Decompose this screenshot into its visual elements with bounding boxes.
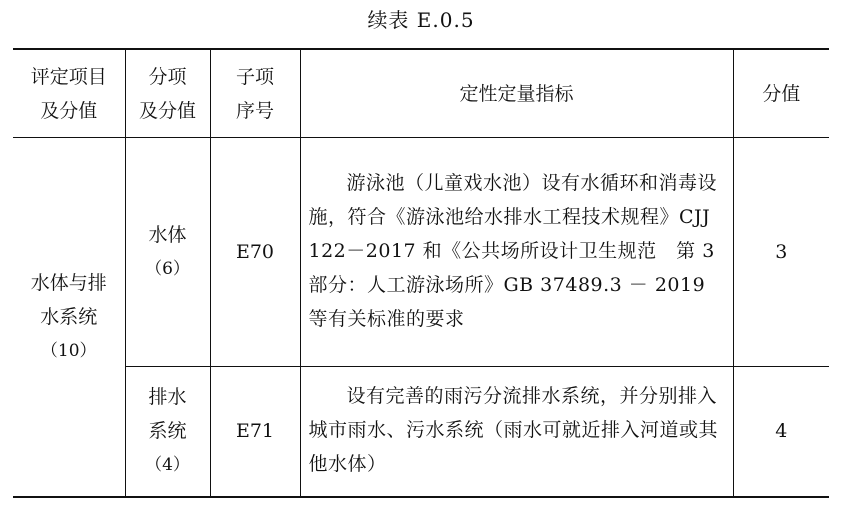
- sub-item-line3: （4）: [145, 455, 190, 476]
- sub-item-line2: 系统: [148, 420, 187, 443]
- table-caption: 续表 E.0.5: [367, 8, 475, 32]
- category-cell: [13, 138, 125, 497]
- sub-item-line1: 排水: [148, 386, 187, 409]
- header-evaluation-item: [13, 49, 125, 138]
- indicator-text: 游泳池（儿童戏水池）设有水循环和消毒设施，符合《游泳池给水排水工程技术规程》CJJ 122－2017 和《公共场所设计卫生规范 第 3 部分：人工游泳场所》GB 37489.3 － 2019 等有关标准的要求: [300, 138, 733, 367]
- header-evaluation-item-line2: 及分值: [40, 99, 98, 122]
- sub-item-line1: 水体: [148, 224, 187, 246]
- sub-number-cell: E71: [210, 367, 300, 497]
- category-line2: 水系统: [40, 305, 98, 328]
- table-row: [13, 367, 829, 497]
- indicator-text: 设有完善的雨污分流排水系统，并分别排入城市雨水、污水系统（雨水可就近排入河道或其他水体）: [300, 367, 733, 497]
- category-line3: （10）: [40, 340, 97, 361]
- header-sub-number: [210, 49, 300, 138]
- header-row: [13, 49, 829, 138]
- header-indicator: 定性定量指标: [300, 49, 733, 138]
- score-cell: 4: [733, 367, 829, 497]
- header-sub-number-line2: 序号: [235, 99, 274, 122]
- header-score: 分值: [733, 49, 829, 138]
- sub-item-cell: [125, 367, 210, 497]
- category-line1: 水体与排: [30, 271, 107, 294]
- header-sub-item-line1: 分项: [148, 65, 187, 88]
- table-row: [13, 138, 829, 367]
- header-sub-number-line1: 子项: [235, 65, 274, 88]
- score-cell: 3: [733, 138, 829, 367]
- header-sub-item: [125, 49, 210, 138]
- sub-number-cell: E70: [210, 138, 300, 367]
- header-evaluation-item-line1: 评定项目: [30, 65, 107, 88]
- header-sub-item-line2: 及分值: [138, 99, 196, 122]
- sub-item-cell: [125, 138, 210, 367]
- sub-item-line2: （6）: [145, 259, 190, 279]
- evaluation-table: [13, 48, 829, 498]
